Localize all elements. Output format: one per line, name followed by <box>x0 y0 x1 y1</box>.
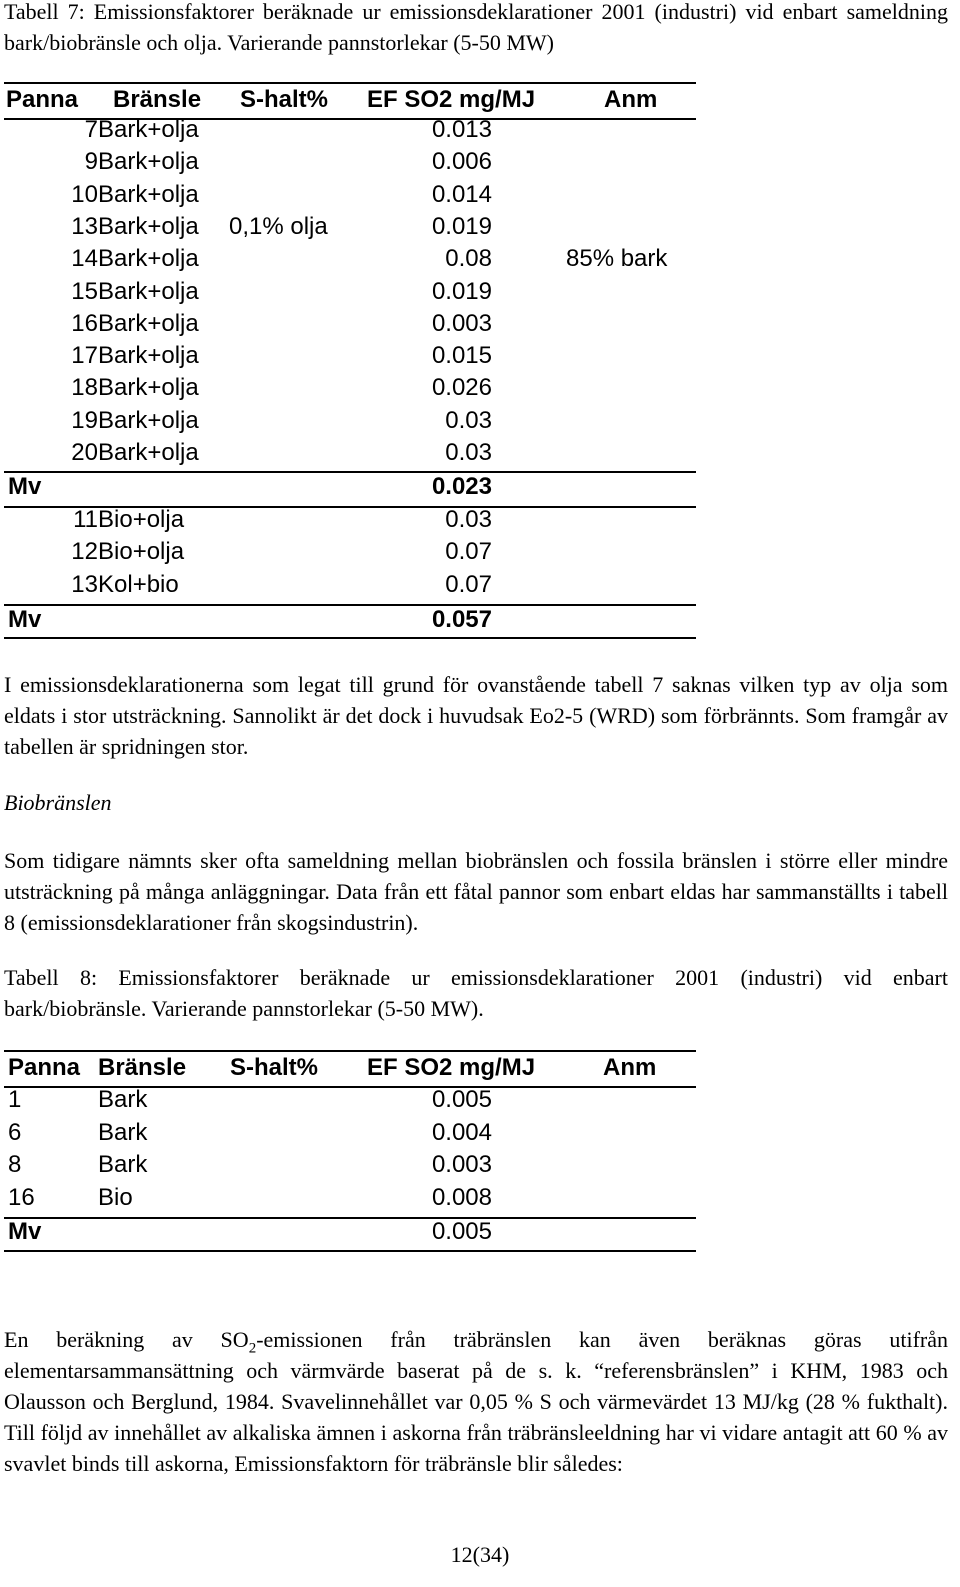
table8-header-shalt: S-halt% <box>230 1054 319 1081</box>
paragraph-wood-fuel-calculation <box>4 1324 948 1479</box>
page-number: 12(34) <box>450 1542 510 1567</box>
table8-mean-top-rule <box>4 1217 696 1219</box>
table7-cell-ef: 0.07 <box>445 570 492 598</box>
table7-cell-bransle: Bark+olja <box>98 342 199 370</box>
table7-cell-panna: 15 <box>71 277 98 305</box>
table7-cell-bransle: Bark+olja <box>98 406 199 434</box>
table8-header-bransle: Bränsle <box>98 1054 187 1081</box>
table7-header-shalt: S-halt% <box>240 86 329 113</box>
table7-cell-ef: 0.03 <box>445 406 492 434</box>
table7-header-ef: EF SO2 mg/MJ <box>367 86 536 113</box>
paragraph3-rest: -emissionen från träbränslen kan även beräknas göras utifrån elementarsammansättning och värmvärde baserat på de s. k. “referensbränslen” i KHM, 1983 och Olausson och Berglund, 1984. Svavelinnehållet var 0,05 % S och värmevärdet 13 MJ/kg (28 % fukthalt). Till följd av innehållet av alkaliska ämnen i askorna från träbränsleeldning har vi vidare antagit att 60 % av svavlet binds till askorna, Emissionsfaktorn för träbränsle blir således: <box>4 1327 948 1476</box>
paragraph-cofiring: Som tidigare nämnts sker ofta sameldning mellan biobränslen och fossila bränslen i större eller mindre utsträckning på många anläggningar. Data från ett fåtal pannor som enbart eldas har sammanställts i tabell 8 (emissionsdeklarationer från skogsindustrin). <box>4 848 948 935</box>
table8-cell-ef: 0.003 <box>431 1151 492 1178</box>
table8-cell-bransle: Bark <box>98 1086 148 1113</box>
table7-mean2-label: Mv <box>8 606 42 633</box>
table7-cell-bransle: Bio+olja <box>98 506 185 533</box>
table7-cell-bransle: Kol+bio <box>98 570 179 598</box>
table7-cell-panna: 12 <box>71 538 98 566</box>
table7-cell-ef: 0.003 <box>431 309 492 337</box>
paragraph3-subscript: 2 <box>248 1340 257 1357</box>
table7-top-rule <box>4 82 696 84</box>
table7-bottom-rule <box>4 637 696 639</box>
table7-cell-panna: 20 <box>71 439 98 466</box>
table7-cell-bransle: Bio+olja <box>98 538 185 566</box>
table7-header-bransle: Bränsle <box>113 86 202 113</box>
table7-mean1-value: 0.023 <box>431 473 492 500</box>
table7-cell-anm: 85% bark <box>566 245 668 273</box>
table7-cell-panna: 14 <box>71 245 98 273</box>
table7-cell-ef: 0.07 <box>445 538 492 566</box>
table7-cell-ef: 0.08 <box>445 245 492 273</box>
table7-cell-bransle: Bark+olja <box>98 245 199 273</box>
table7-cell-panna: 13 <box>71 570 98 598</box>
table8-cell-ef: 0.005 <box>431 1086 492 1113</box>
table7-cell-panna: 18 <box>71 374 98 402</box>
table7-cell-panna: 17 <box>71 342 98 370</box>
table7-cell-panna: 13 <box>71 212 98 240</box>
paragraph3-start: En beräkning av SO <box>4 1327 249 1352</box>
paragraph-oil-types: I emissionsdeklarationerna som legat till grund för ovanstående tabell 7 saknas vilken typ av olja som eldats i stor utsträckning. Sannolikt är det dock i huvudsak Eo2-5 (WRD) som förbrännts. Som framgår av tabellen är spridningen stor. <box>4 672 948 759</box>
table7-cell-bransle: Bark+olja <box>98 374 199 402</box>
table8-header-anm: Anm <box>603 1054 657 1081</box>
table7-mean1-label: Mv <box>8 473 42 500</box>
table7-cell-bransle: Bark+olja <box>98 180 199 208</box>
table7-cell-bransle: Bark+olja <box>98 116 199 143</box>
table8-cell-panna: 6 <box>8 1118 22 1146</box>
table8-mean-label: Mv <box>8 1218 42 1245</box>
table7-cell-panna: 19 <box>71 406 98 434</box>
table8-cell-bransle: Bio <box>98 1183 133 1211</box>
table7-cell-ef: 0.03 <box>445 439 492 466</box>
table7-cell-bransle: Bark+olja <box>98 148 199 176</box>
table8-cell-ef: 0.004 <box>431 1118 492 1146</box>
table7-cell-ef: 0.019 <box>431 277 492 305</box>
table8-cell-ef: 0.008 <box>431 1183 492 1211</box>
table7-cell-ef: 0.015 <box>431 342 492 370</box>
table7-header-panna: Panna <box>6 86 79 113</box>
table7-cell-panna: 16 <box>71 309 98 337</box>
table7-cell-panna: 9 <box>84 148 98 176</box>
table7-cell-panna: 7 <box>84 116 98 143</box>
table8-cell-bransle: Bark <box>98 1151 148 1178</box>
table7-cell-bransle: Bark+olja <box>98 309 199 337</box>
table8-header-ef: EF SO2 mg/MJ <box>367 1054 536 1081</box>
table7-mean1-top-rule <box>4 471 696 473</box>
table8-cell-bransle: Bark <box>98 1118 148 1146</box>
table7-cell-ef: 0.006 <box>431 148 492 176</box>
table7-mean2-top-rule <box>4 604 696 606</box>
table7-cell-ef: 0.014 <box>431 180 492 208</box>
table7-cell-panna: 11 <box>73 506 98 533</box>
table7-cell-ef: 0.03 <box>445 506 492 533</box>
table7-cell-bransle: Bark+olja <box>98 439 199 466</box>
table8-cell-panna: 16 <box>8 1183 35 1211</box>
table8-cell-panna: 1 <box>8 1086 22 1113</box>
table8-cell-panna: 8 <box>8 1151 22 1178</box>
section-heading-biobranslen: Biobränslen <box>4 790 112 815</box>
table7-cell-ef: 0.019 <box>431 212 492 240</box>
table7-cell-ef: 0.013 <box>431 116 492 143</box>
table7-mean2-value: 0.057 <box>431 606 492 633</box>
table8-top-rule <box>4 1050 696 1052</box>
table8-bottom-rule <box>4 1250 696 1252</box>
table7-cell-panna: 10 <box>71 180 98 208</box>
table7-header-anm: Anm <box>604 86 658 113</box>
table8-header-panna: Panna <box>8 1054 81 1081</box>
table7-caption: Tabell 7: Emissionsfaktorer beräknade ur emissionsdeklarationer 2001 (industri) vid enbart sameldning bark/biobränsle och olja. Varierande pannstorlekar (5-50 MW) <box>4 0 948 55</box>
table7-cell-bransle: Bark+olja <box>98 277 199 305</box>
table7-cell-ef: 0.026 <box>431 374 492 402</box>
table8-caption: Tabell 8: Emissionsfaktorer beräknade ur emissionsdeklarationer 2001 (industri) vid enbart bark/biobränsle. Varierande pannstorlekar (5-50 MW). <box>4 965 948 1021</box>
table7-cell-shalt: 0,1% olja <box>229 212 328 240</box>
table7-cell-bransle: Bark+olja <box>98 212 199 240</box>
table8-mean-value: 0.005 <box>431 1218 492 1245</box>
